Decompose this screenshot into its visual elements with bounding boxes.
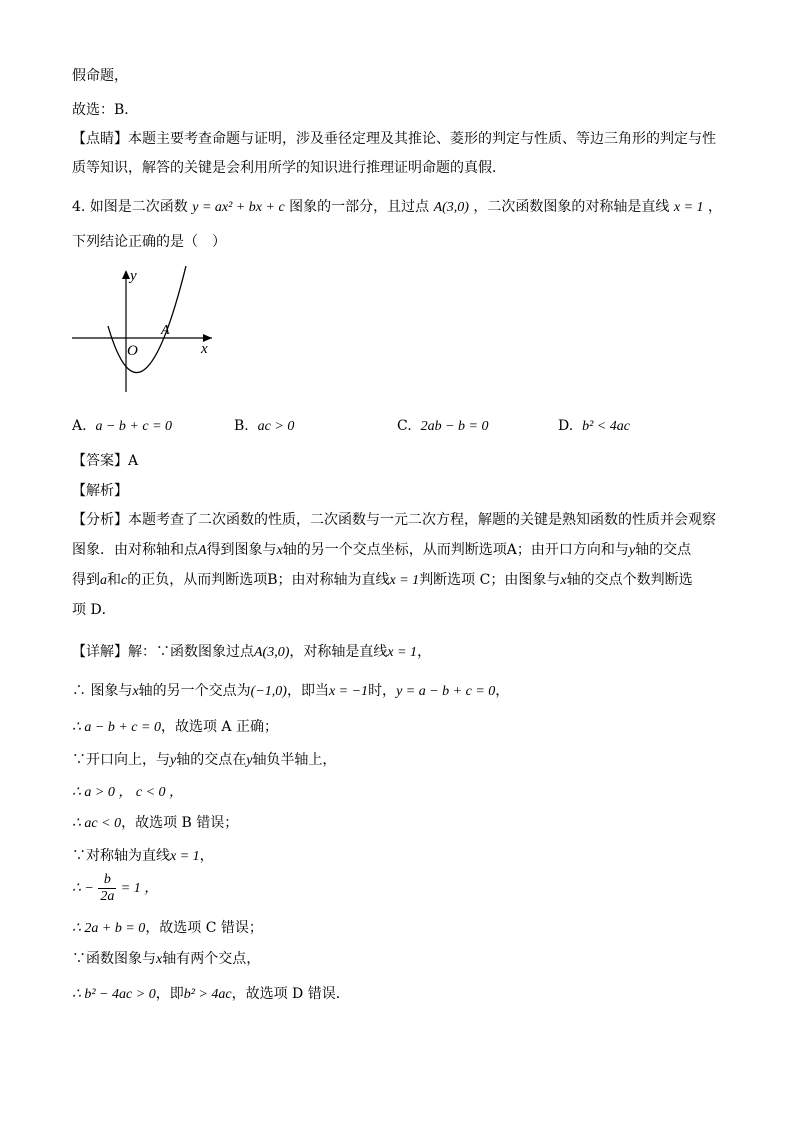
detail-text: 轴负半轴上， (252, 752, 337, 768)
point-a-label: A (161, 323, 170, 338)
detail-text: ∴ 图象与 (72, 683, 133, 699)
detail-math: ∴ a > 0 ， c < 0 ， (72, 785, 184, 800)
fraction-denominator: 2a (100, 888, 115, 904)
detail-math: = 1 ， (120, 881, 159, 896)
detail-line (72, 984, 350, 1005)
detail-math: ∴ 2a + b = 0 (72, 921, 146, 936)
detail-line (72, 750, 336, 771)
detail-math: x (156, 952, 163, 967)
detail-math: x = 1 (170, 849, 200, 864)
detail-text: ，故选项 A 正确； (160, 719, 278, 735)
detail-math: x = 1 (387, 645, 418, 660)
detail-text: 轴有两个交点， (162, 951, 261, 967)
analysis-text: 图象．由对称轴和点 (72, 542, 198, 558)
analysis-text: 的正负，从而判断选项B；由对称轴为直线 (127, 572, 390, 588)
detail-math: y = a − b + c = 0 (396, 684, 496, 699)
answer-line (72, 451, 138, 471)
detail-math: x (132, 684, 139, 699)
answer-value: A (128, 453, 139, 469)
detail-text: ，故选项 C 错误； (145, 920, 263, 936)
y-label: y (130, 268, 137, 284)
detail-line (72, 870, 158, 907)
detail-text: ∵开口向上，与 (72, 752, 170, 768)
detail-line (72, 782, 183, 803)
detail-text: ， (417, 644, 432, 660)
question-line: 下列结论正确的是（ ） (72, 234, 226, 250)
question-axis: x = 1 (673, 200, 704, 215)
detail-text: ，即当 (286, 683, 329, 699)
detail-text: ∵函数图象与 (72, 951, 156, 967)
option-c-text: 2ab − b = 0 (420, 419, 489, 434)
text-line: 假命题， (72, 68, 128, 84)
question-mid2: ，二次函数图象的对称轴是直线 (473, 199, 670, 215)
option-a-text: a − b + c = 0 (95, 419, 173, 434)
detail-line (72, 642, 431, 663)
comment-line: 【点睛】本题主要考查命题与证明，涉及垂径定理及其推论、菱形的判定与性质、等边三角形的判定与性 (72, 131, 716, 147)
analysis-line: 【分析】本题考查了二次函数的性质，二次函数与一元二次方程，解题的关键是熟知函数的性质并会观察 (72, 512, 716, 528)
detail-math: x = −1 (328, 684, 369, 699)
option-a-label: A. (72, 418, 87, 434)
origin-label: O (127, 343, 138, 359)
detail-text: 轴的交点在 (176, 752, 247, 768)
analysis-text: 轴的另一个交点坐标，从而判断选项A；由开口方向和与 (282, 542, 629, 558)
question-end: ， (708, 199, 722, 215)
parabola-curve (108, 266, 186, 373)
analysis-text: 轴的交点 (635, 542, 692, 558)
question-point: A(3,0) (433, 200, 469, 215)
option-b-text: ac > 0 (257, 419, 295, 434)
analysis-line (72, 540, 691, 561)
analysis-text: 得到图象与 (206, 542, 277, 558)
analysis-var: x = 1 (389, 573, 420, 588)
detail-line (72, 717, 278, 738)
analysis-text: 得到 (72, 572, 100, 588)
detail-text: ，即 (155, 986, 184, 1002)
analysis-var: c (121, 573, 128, 588)
option-d-label: D. (558, 418, 574, 434)
detail-math: A(3,0) (254, 645, 290, 660)
detail-math: ∴ b² − 4ac > 0 (72, 987, 156, 1002)
option-d (558, 416, 630, 437)
detail-line (72, 918, 263, 939)
detail-math: y (246, 753, 253, 768)
detail-line (72, 681, 509, 702)
analysis-var: y (628, 543, 636, 558)
detail-math: ∴ ac < 0 (72, 816, 122, 831)
option-b-label: B. (234, 418, 249, 434)
detail-math: (−1,0) (250, 684, 287, 699)
analysis-text: 和 (107, 572, 121, 588)
analysis-var: x (560, 573, 567, 588)
analysis-line: 项 D． (72, 602, 116, 618)
analysis-tag: 【解析】 (72, 483, 128, 499)
detail-math: ∴ a − b + c = 0 (72, 720, 161, 735)
question-prefix: 4. 如图是二次函数 (72, 199, 188, 215)
detail-text: ， (495, 683, 510, 699)
analysis-text: 判断选项 C；由图象与 (419, 572, 561, 588)
analysis-var: x (276, 543, 283, 558)
detail-text: ，故选项 B 错误； (121, 815, 239, 831)
detail-math: y (170, 753, 177, 768)
comment-line: 质等知识，解答的关键是会利用所学的知识进行推理证明命题的真假． (72, 160, 506, 176)
parabola-figure (72, 266, 222, 396)
option-b (234, 416, 294, 437)
analysis-text: 轴的交点个数判断选 (566, 572, 693, 588)
detail-line (72, 949, 260, 970)
question-mid: 图象的一部分，且过点 (289, 199, 430, 215)
detail-text: ∵对称轴为直线 (72, 848, 170, 864)
detail-text: ， (199, 848, 214, 864)
detail-line (72, 846, 214, 867)
option-a (72, 416, 172, 437)
detail-math: b² > 4ac (183, 987, 232, 1002)
text-line: 故选：B． (72, 102, 139, 118)
y-axis-arrow (122, 270, 130, 279)
analysis-line (72, 570, 693, 591)
analysis-var: a (100, 573, 107, 588)
fraction-numerator: b (98, 872, 116, 889)
fraction (98, 872, 116, 905)
detail-text: ，对称轴是直线 (289, 644, 388, 660)
detail-text: 时， (368, 683, 397, 699)
detail-text: ，故选项 D 错误． (231, 986, 350, 1002)
question-formula: y = ax² + bx + c (192, 200, 285, 215)
question-line (72, 197, 722, 218)
detail-text: 【详解】解：∵函数图象过点 (72, 644, 254, 660)
detail-math: ∴ − (72, 881, 94, 896)
option-d-text: b² < 4ac (582, 419, 630, 434)
x-label: x (201, 341, 208, 357)
option-c (397, 416, 488, 437)
answer-tag: 【答案】 (72, 453, 128, 469)
option-c-label: C. (397, 418, 412, 434)
detail-text: 轴的另一个交点为 (138, 683, 251, 699)
detail-line (72, 813, 238, 834)
analysis-var: A (198, 543, 207, 558)
